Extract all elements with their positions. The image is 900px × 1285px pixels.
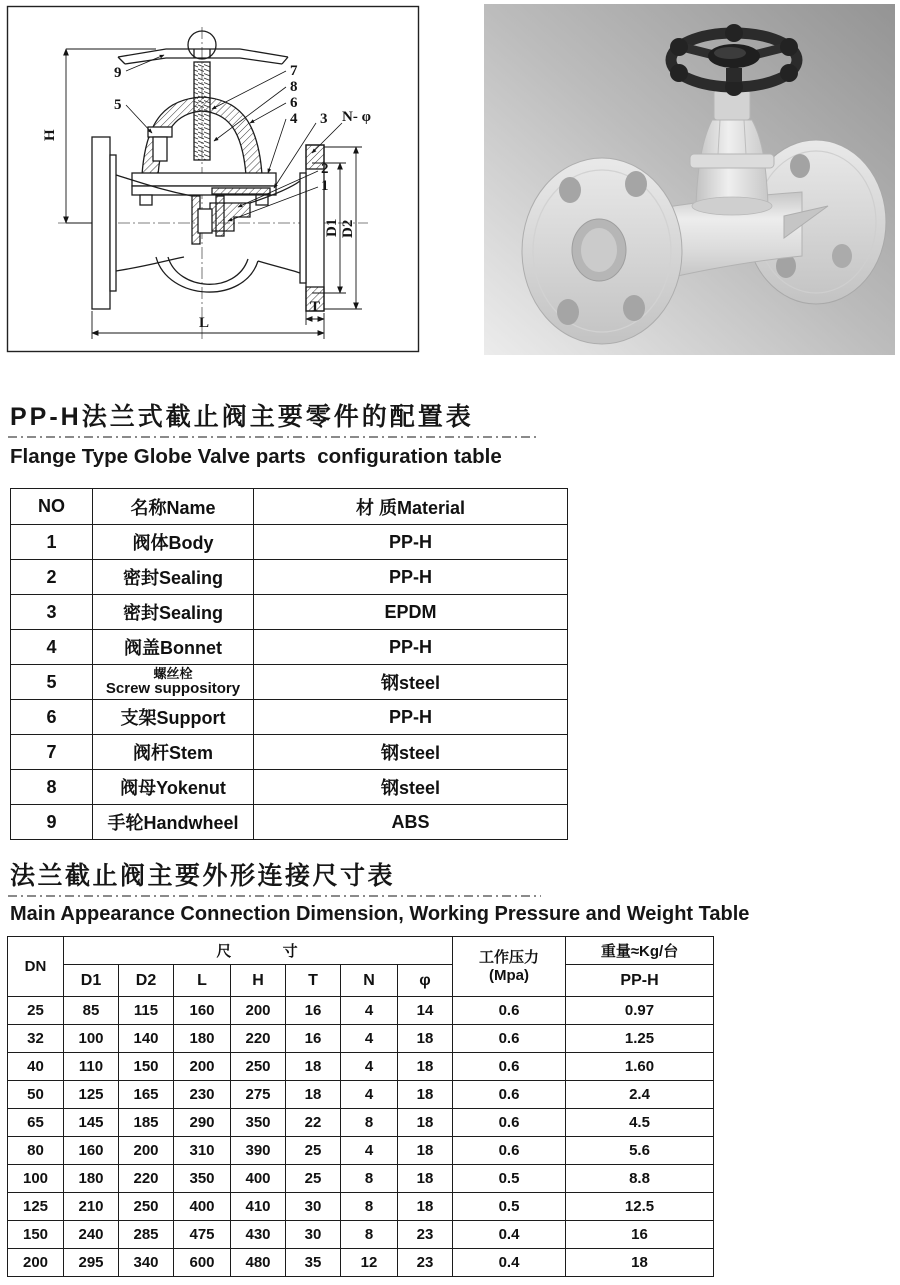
dim-cell: 18 <box>398 1109 453 1137</box>
dim-row <box>8 997 714 1025</box>
parts-row <box>11 700 568 735</box>
cell-name: 阀母Yokenut <box>93 770 254 805</box>
dim-cell: 25 <box>8 997 64 1025</box>
parts-row <box>11 630 568 665</box>
dim-cell: 140 <box>119 1025 174 1053</box>
dim-label-d1: D1 <box>324 218 340 237</box>
part-label-3: 3 <box>320 111 328 127</box>
cell-no: 9 <box>11 805 93 840</box>
dim-label-t: T <box>310 299 321 315</box>
cell-no: 5 <box>11 665 93 700</box>
dim-cell: 65 <box>8 1109 64 1137</box>
dim-cell: 200 <box>119 1137 174 1165</box>
dim-cell: 0.6 <box>453 1025 566 1053</box>
cell-name <box>93 665 254 700</box>
cell-name: 支架Support <box>93 700 254 735</box>
dim-row <box>8 1193 714 1221</box>
dim-row <box>8 1081 714 1109</box>
dim-row <box>8 1165 714 1193</box>
dim-cell: 125 <box>8 1193 64 1221</box>
part-label-5: 5 <box>114 97 122 113</box>
cell-material: 钢steel <box>254 665 568 700</box>
dim-cell: 16 <box>566 1221 714 1249</box>
cell-name-cn: 螺丝栓 <box>153 666 193 682</box>
dim-cell: 8.8 <box>566 1165 714 1193</box>
dim-cell: 30 <box>286 1221 341 1249</box>
col-header-no: NO <box>11 489 93 525</box>
pressure-header-line2: (Mpa) <box>489 966 530 984</box>
dim-cell: 4 <box>341 1053 398 1081</box>
dim-cell: 18 <box>286 1053 341 1081</box>
dim-cell: 185 <box>119 1109 174 1137</box>
parts-row <box>11 595 568 630</box>
product-photo-panel <box>484 4 895 355</box>
cell-material: ABS <box>254 805 568 840</box>
col-header-d2: D2 <box>119 965 174 997</box>
dim-cell: 0.4 <box>453 1249 566 1277</box>
dim-cell: 410 <box>231 1193 286 1221</box>
col-header-l: L <box>174 965 231 997</box>
cell-no: 3 <box>11 595 93 630</box>
dim-cell: 18 <box>398 1025 453 1053</box>
dim-label-n-phi: N- φ <box>342 109 371 125</box>
dim-cell: 8 <box>341 1165 398 1193</box>
dim-cell: 16 <box>286 1025 341 1053</box>
dim-cell: 0.97 <box>566 997 714 1025</box>
section-divider-dashline <box>8 436 537 438</box>
dim-cell: 18 <box>398 1137 453 1165</box>
part-label-1: 1 <box>321 178 329 194</box>
col-header-material: 材 质Material <box>254 489 568 525</box>
cell-name: 密封Sealing <box>93 595 254 630</box>
dim-cell: 0.6 <box>453 1081 566 1109</box>
dim-cell: 4.5 <box>566 1109 714 1137</box>
dim-cell: 12 <box>341 1249 398 1277</box>
cell-no: 2 <box>11 560 93 595</box>
dim-cell: 125 <box>64 1081 119 1109</box>
cell-name: 阀体Body <box>93 525 254 560</box>
cell-material: PP-H <box>254 700 568 735</box>
dim-cell: 110 <box>64 1053 119 1081</box>
cell-name: 阀杆Stem <box>93 735 254 770</box>
dim-cell: 4 <box>341 1025 398 1053</box>
dim-cell: 200 <box>8 1249 64 1277</box>
dim-cell: 115 <box>119 997 174 1025</box>
dim-cell: 23 <box>398 1249 453 1277</box>
cell-material: PP-H <box>254 560 568 595</box>
dim-cell: 250 <box>119 1193 174 1221</box>
dim-cell: 80 <box>8 1137 64 1165</box>
dim-row <box>8 1109 714 1137</box>
col-header-weight-material: PP-H <box>566 965 714 997</box>
dim-cell: 220 <box>231 1025 286 1053</box>
parts-header-row <box>11 489 568 525</box>
dim-cell: 200 <box>174 1053 231 1081</box>
dim-cell: 0.6 <box>453 1137 566 1165</box>
dim-cell: 400 <box>231 1165 286 1193</box>
part-label-9: 9 <box>114 65 122 81</box>
dim-cell: 290 <box>174 1109 231 1137</box>
dim-cell: 160 <box>174 997 231 1025</box>
dim-cell: 18 <box>286 1081 341 1109</box>
dim-cell: 0.6 <box>453 1053 566 1081</box>
dim-row <box>8 1025 714 1053</box>
parts-row <box>11 525 568 560</box>
dim-cell: 8 <box>341 1109 398 1137</box>
dim-cell: 22 <box>286 1109 341 1137</box>
dim-cell: 85 <box>64 997 119 1025</box>
dim-cell: 25 <box>286 1165 341 1193</box>
dim-cell: 475 <box>174 1221 231 1249</box>
dim-cell: 350 <box>231 1109 286 1137</box>
dim-cell: 32 <box>8 1025 64 1053</box>
dim-cell: 220 <box>119 1165 174 1193</box>
dim-cell: 4 <box>341 1137 398 1165</box>
dim-cell: 4 <box>341 997 398 1025</box>
cell-name-en: Screw suppository <box>105 679 241 697</box>
dim-cell: 240 <box>64 1221 119 1249</box>
cell-no: 7 <box>11 735 93 770</box>
dim-cell: 30 <box>286 1193 341 1221</box>
dim-cell: 285 <box>119 1221 174 1249</box>
dim-cell: 230 <box>174 1081 231 1109</box>
dim-cell: 295 <box>64 1249 119 1277</box>
dims-header-row-2 <box>8 965 714 997</box>
dim-cell: 14 <box>398 997 453 1025</box>
dim-row <box>8 1137 714 1165</box>
dim-cell: 600 <box>174 1249 231 1277</box>
parts-configuration-table <box>10 488 568 840</box>
valve-photo <box>484 4 895 355</box>
dim-cell: 0.5 <box>453 1193 566 1221</box>
col-header-phi: φ <box>398 965 453 997</box>
dim-label-l: L <box>199 315 210 331</box>
dim-cell: 0.6 <box>453 1109 566 1137</box>
dim-cell: 100 <box>64 1025 119 1053</box>
dim-cell: 18 <box>398 1165 453 1193</box>
col-header-name: 名称Name <box>93 489 254 525</box>
parts-row <box>11 560 568 595</box>
parts-section-title-cn: PP-H法兰式截止阀主要零件的配置表 <box>10 403 474 431</box>
dim-cell: 0.5 <box>453 1165 566 1193</box>
dimension-section-title-en: Main Appearance Connection Dimension, Working Pressure and Weight Table <box>10 903 750 925</box>
dim-cell: 18 <box>398 1081 453 1109</box>
dim-row <box>8 1053 714 1081</box>
dim-cell: 4 <box>341 1081 398 1109</box>
dim-cell: 210 <box>64 1193 119 1221</box>
dim-cell: 18 <box>398 1053 453 1081</box>
technical-drawing-panel <box>6 5 420 353</box>
cell-material: EPDM <box>254 595 568 630</box>
dim-label-d2: D2 <box>340 219 356 238</box>
dim-cell: 35 <box>286 1249 341 1277</box>
dim-label-h: H <box>42 129 58 141</box>
part-label-7: 7 <box>290 63 298 79</box>
dim-cell: 165 <box>119 1081 174 1109</box>
dim-cell: 2.4 <box>566 1081 714 1109</box>
dim-cell: 40 <box>8 1053 64 1081</box>
dim-cell: 18 <box>398 1193 453 1221</box>
parts-row <box>11 770 568 805</box>
cell-no: 6 <box>11 700 93 735</box>
cell-name: 手轮Handwheel <box>93 805 254 840</box>
col-header-weight: 重量≈Kg/台 <box>566 937 714 965</box>
dim-cell: 0.6 <box>453 997 566 1025</box>
dim-cell: 16 <box>286 997 341 1025</box>
cell-no: 8 <box>11 770 93 805</box>
section-divider-dashline <box>8 895 541 897</box>
dim-cell: 18 <box>566 1249 714 1277</box>
dim-cell: 340 <box>119 1249 174 1277</box>
dim-cell: 400 <box>174 1193 231 1221</box>
dim-cell: 150 <box>8 1221 64 1249</box>
dim-cell: 8 <box>341 1221 398 1249</box>
dim-cell: 0.4 <box>453 1221 566 1249</box>
part-label-4: 4 <box>290 111 298 127</box>
dim-cell: 350 <box>174 1165 231 1193</box>
dim-cell: 150 <box>119 1053 174 1081</box>
dim-row <box>8 1249 714 1277</box>
dims-header-row-1 <box>8 937 714 965</box>
cell-material: PP-H <box>254 525 568 560</box>
cell-material: PP-H <box>254 630 568 665</box>
dim-cell: 1.60 <box>566 1053 714 1081</box>
dim-cell: 430 <box>231 1221 286 1249</box>
dimension-table <box>7 936 714 1277</box>
col-header-pressure <box>453 937 566 997</box>
cell-material: 钢steel <box>254 735 568 770</box>
parts-row <box>11 665 568 700</box>
parts-row <box>11 805 568 840</box>
dim-cell: 160 <box>64 1137 119 1165</box>
dim-cell: 23 <box>398 1221 453 1249</box>
dim-cell: 25 <box>286 1137 341 1165</box>
col-header-h: H <box>231 965 286 997</box>
pressure-header-line1: 工作压力 <box>479 948 540 966</box>
cell-no: 1 <box>11 525 93 560</box>
dim-cell: 50 <box>8 1081 64 1109</box>
dim-cell: 390 <box>231 1137 286 1165</box>
dim-row <box>8 1221 714 1249</box>
parts-section-title-en: Flange Type Globe Valve parts configuration table <box>10 445 502 468</box>
dim-cell: 1.25 <box>566 1025 714 1053</box>
dimension-section-title-cn: 法兰截止阀主要外形连接尺寸表 <box>10 862 396 890</box>
col-header-n: N <box>341 965 398 997</box>
valve-section-drawing <box>6 5 420 353</box>
col-header-d1: D1 <box>64 965 119 997</box>
dim-cell: 250 <box>231 1053 286 1081</box>
cell-name: 密封Sealing <box>93 560 254 595</box>
dim-cell: 5.6 <box>566 1137 714 1165</box>
part-label-2: 2 <box>321 161 329 177</box>
dim-cell: 180 <box>174 1025 231 1053</box>
col-header-dn: DN <box>8 937 64 997</box>
cell-name: 阀盖Bonnet <box>93 630 254 665</box>
dim-cell: 8 <box>341 1193 398 1221</box>
part-label-8: 8 <box>290 79 298 95</box>
dim-cell: 310 <box>174 1137 231 1165</box>
left-flange <box>522 158 682 344</box>
cell-no: 4 <box>11 630 93 665</box>
dim-cell: 100 <box>8 1165 64 1193</box>
cell-material: 钢steel <box>254 770 568 805</box>
part-label-6: 6 <box>290 95 298 111</box>
parts-row <box>11 735 568 770</box>
dim-cell: 200 <box>231 997 286 1025</box>
dim-cell: 180 <box>64 1165 119 1193</box>
dim-cell: 12.5 <box>566 1193 714 1221</box>
dim-cell: 145 <box>64 1109 119 1137</box>
dim-cell: 480 <box>231 1249 286 1277</box>
dim-cell: 275 <box>231 1081 286 1109</box>
col-group-header-size: 尺 寸 <box>64 937 453 965</box>
col-header-t: T <box>286 965 341 997</box>
